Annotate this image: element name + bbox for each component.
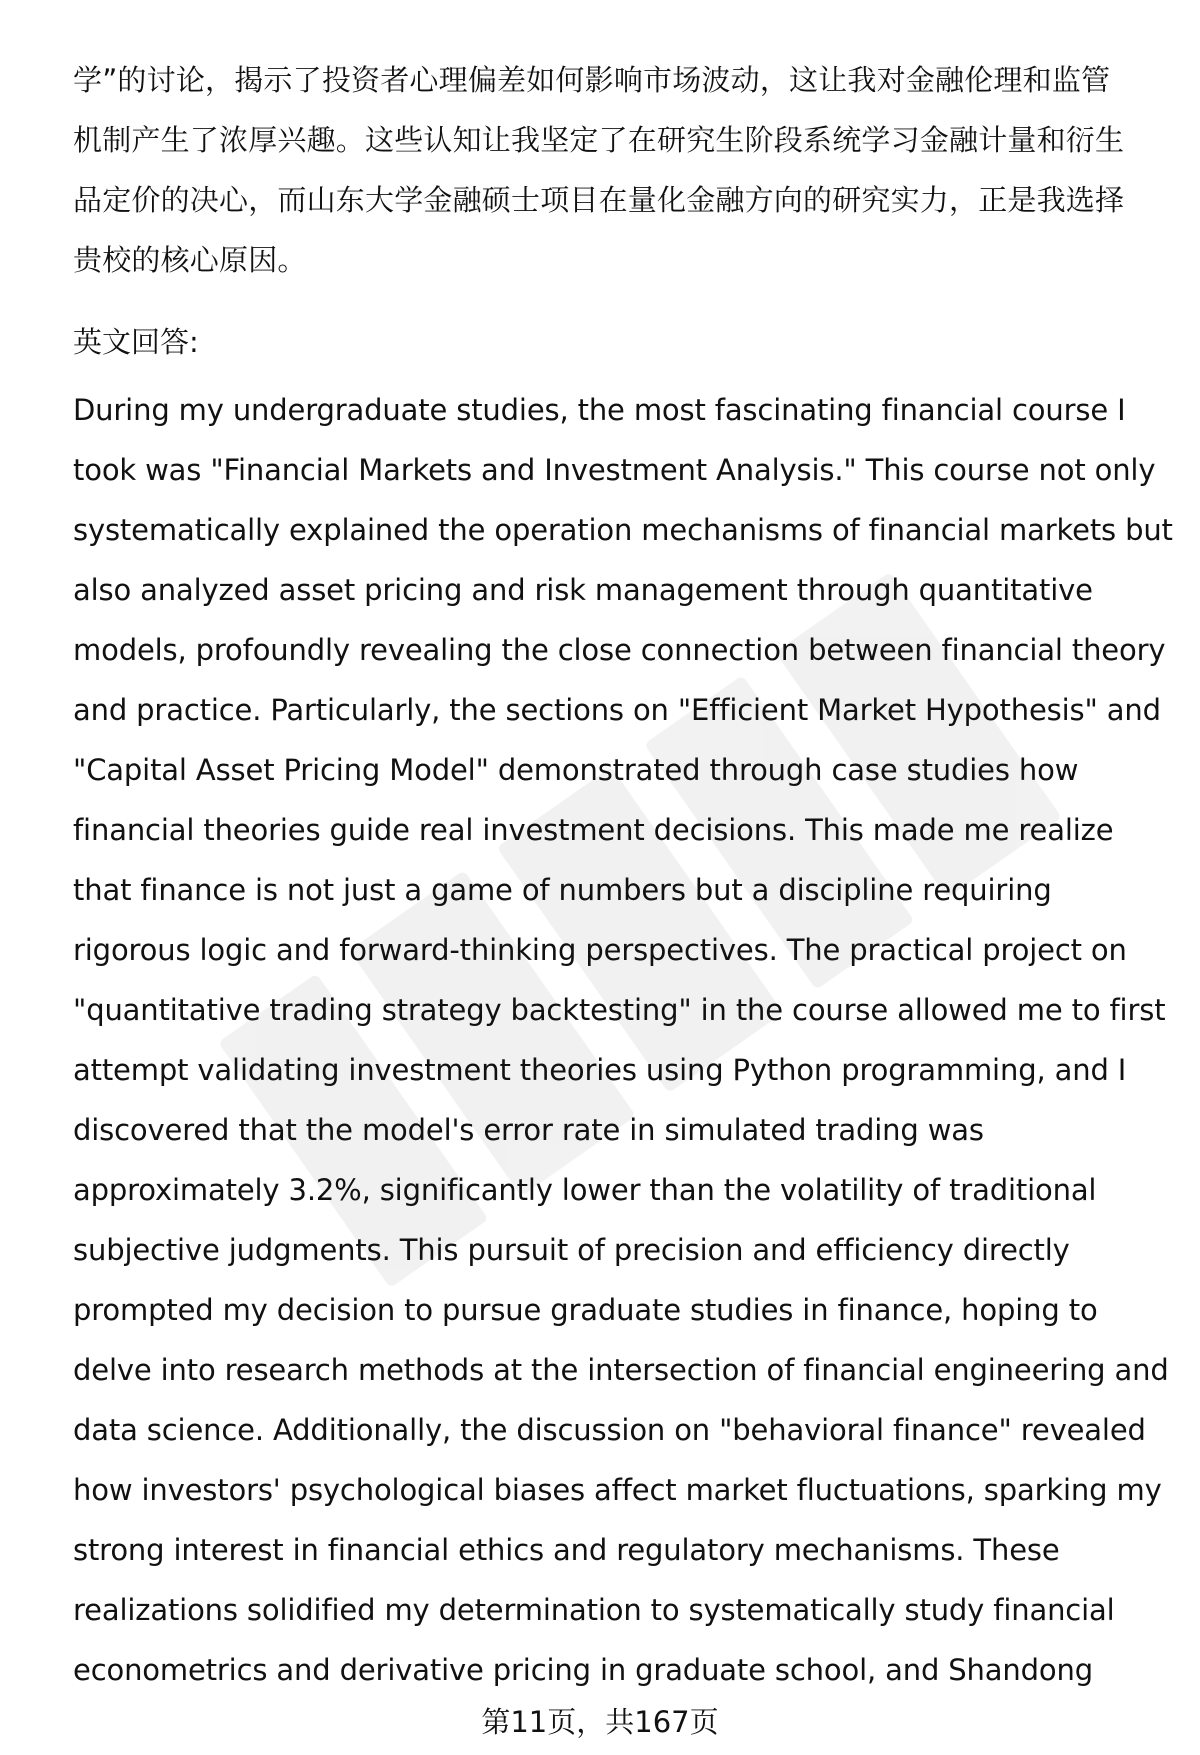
english-answer-label: 英文回答: (73, 325, 199, 359)
english-line: that finance is not just a game of numbers but a discipline requiring (73, 873, 1052, 907)
english-line: how investors' psychological biases affect market fluctuations, sparking my (73, 1473, 1162, 1507)
english-line: During my undergraduate studies, the most fascinating financial course I (73, 393, 1126, 427)
english-line: attempt validating investment theories using Python programming, and I (73, 1053, 1127, 1087)
english-line: subjective judgments. This pursuit of precision and efficiency directly (73, 1233, 1070, 1267)
english-line: approximately 3.2%, significantly lower than the volatility of traditional (73, 1173, 1097, 1207)
english-line: financial theories guide real investment decisions. This made me realize (73, 813, 1114, 847)
english-line: models, profoundly revealing the close connection between financial theory (73, 633, 1166, 667)
chinese-line: 品定价的决心，而山东大学金融硕士项目在量化金融方向的研究实力，正是我选择 (73, 183, 1125, 217)
page-number-footer: 第11页，共167页 (481, 1705, 719, 1739)
chinese-line: 学”的讨论，揭示了投资者心理偏差如何影响市场波动，这让我对金融伦理和监管 (73, 63, 1111, 97)
english-line: and practice. Particularly, the sections on "Efficient Market Hypothesis" and (73, 693, 1161, 727)
english-paragraph (73, 380, 1173, 1700)
english-line: discovered that the model's error rate in simulated trading was (73, 1113, 984, 1147)
english-line: realizations solidified my determination to systematically study financial (73, 1593, 1115, 1627)
chinese-line: 机制产生了浓厚兴趣。这些认知让我坚定了在研究生阶段系统学习金融计量和衍生 (73, 123, 1125, 157)
english-line: strong interest in financial ethics and regulatory mechanisms. These (73, 1533, 1060, 1567)
english-line: delve into research methods at the intersection of financial engineering and (73, 1353, 1169, 1387)
english-line: also analyzed asset pricing and risk management through quantitative (73, 573, 1093, 607)
english-line: prompted my decision to pursue graduate studies in finance, hoping to (73, 1293, 1098, 1327)
english-line: systematically explained the operation mechanisms of financial markets but (73, 513, 1173, 547)
english-line: rigorous logic and forward-thinking perspectives. The practical project on (73, 933, 1127, 967)
english-line: "quantitative trading strategy backtesting" in the course allowed me to first (73, 993, 1166, 1027)
english-line: data science. Additionally, the discussion on "behavioral finance" revealed (73, 1413, 1146, 1447)
chinese-line: 贵校的核心原因。 (73, 243, 307, 277)
chinese-paragraph (73, 50, 1163, 290)
english-line: "Capital Asset Pricing Model" demonstrated through case studies how (73, 753, 1079, 787)
english-line: econometrics and derivative pricing in graduate school, and Shandong (73, 1653, 1093, 1687)
english-line: took was "Financial Markets and Investment Analysis." This course not only (73, 453, 1156, 487)
